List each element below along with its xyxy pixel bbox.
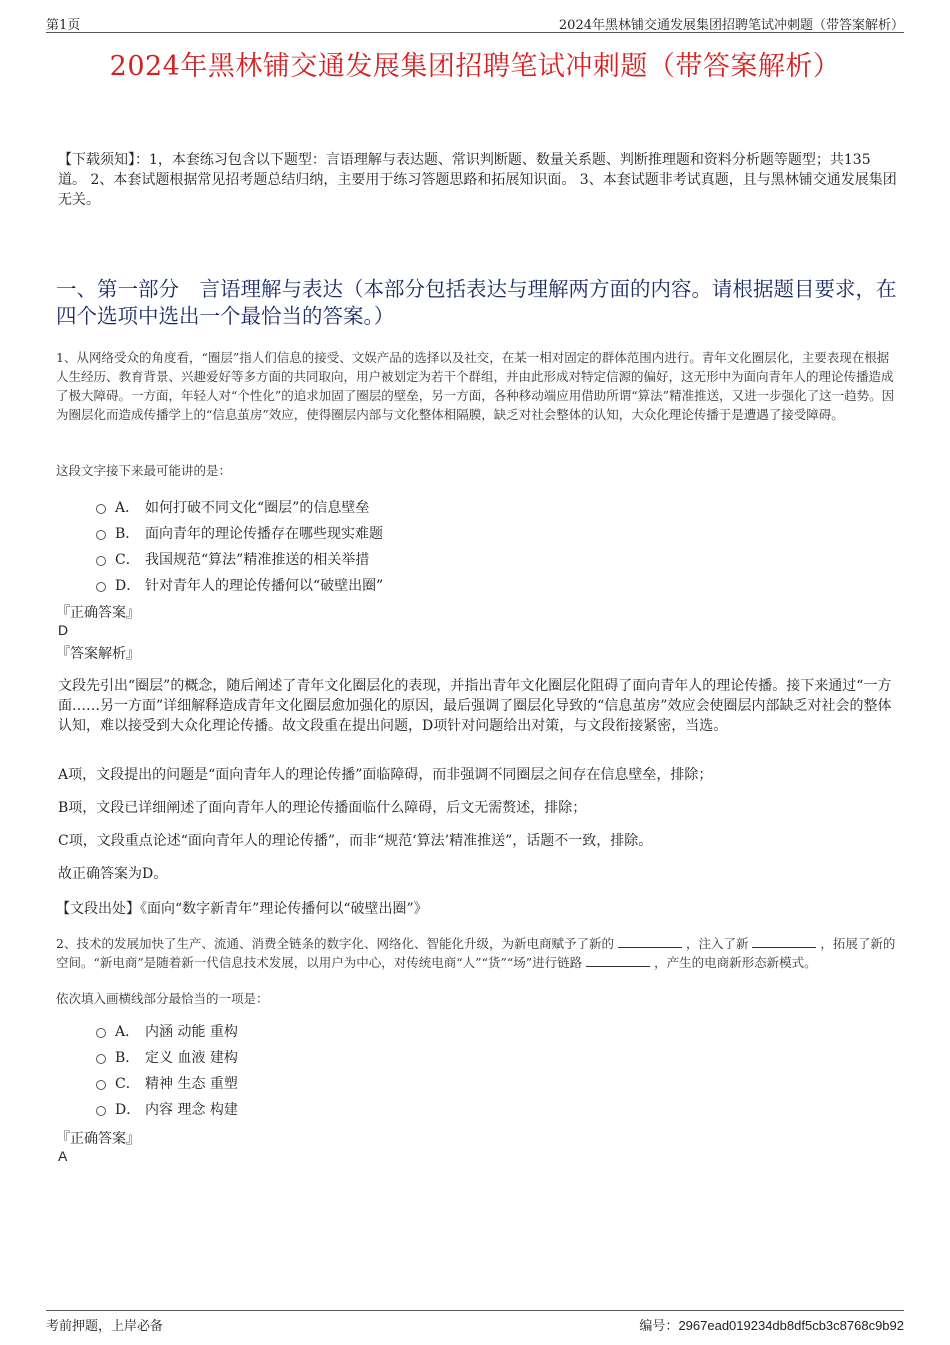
option-letter: D． <box>115 1102 141 1118</box>
question-2-options <box>96 1018 238 1122</box>
document-title: 2024年黑林铺交通发展集团招聘笔试冲刺题（带答案解析） <box>109 51 841 82</box>
question-1-option-a[interactable] <box>96 494 383 520</box>
fill-blank <box>618 935 682 948</box>
option-text: 针对青年人的理论传播何以“破壁出圈” <box>145 578 384 594</box>
option-text: 内涵 动能 重构 <box>145 1024 238 1040</box>
download-notice: 【下载须知】：1，本套练习包含以下题型：言语理解与表达题、常识判断题、数量关系题、判断推理题和资料分析题等题型；共135道。 2、本套试题根据常见招考题总结归纳，主要用于练习答题思路和拓展知识面。 3、本套试题非考试真题，且与黑林铺交通发展集团无关。 <box>58 152 897 208</box>
section-heading: 一、第一部分 言语理解与表达（本部分包括表达与理解两方面的内容。请根据题目要求，在四个选项中选出一个最恰当的答案。） <box>56 277 897 328</box>
option-letter: A． <box>115 500 140 516</box>
option-letter: C． <box>115 552 140 568</box>
question-2-answer-label: 『正确答案』 <box>56 1131 140 1147</box>
question-1-options <box>96 494 383 598</box>
option-text: 如何打破不同文化“圈层”的信息壁垒 <box>145 500 370 516</box>
option-text: 定义 血液 建构 <box>145 1050 238 1066</box>
question-1-answer: D <box>58 622 69 638</box>
page-number: 第1页 <box>46 18 81 33</box>
question-2-option-a[interactable] <box>96 1018 238 1044</box>
question-2-text-part: 2、技术的发展加快了生产、流通、消费全链条的数字化、网络化、智能化升级，为新电商赋予了新的 <box>56 936 614 951</box>
option-letter: C． <box>115 1076 140 1092</box>
option-letter: B． <box>115 1050 140 1066</box>
radio-icon[interactable] <box>96 1106 106 1116</box>
radio-icon[interactable] <box>96 1054 106 1064</box>
footer-slogan: 考前押题，上岸必备 <box>46 1319 164 1334</box>
footer-code <box>639 1315 904 1334</box>
radio-icon[interactable] <box>96 582 106 592</box>
question-1-stem: 这段文字接下来最可能讲的是： <box>56 463 232 478</box>
option-letter: B． <box>115 526 140 542</box>
question-2-text-part: ，拓展了新的空间。“新电商”是随着新一代信息技术发展，以用户为中心，对传统电商“人”“货”“场”进行链路 <box>56 936 896 970</box>
question-2-option-c[interactable] <box>96 1070 238 1096</box>
question-2-text <box>56 934 900 972</box>
radio-icon[interactable] <box>96 530 106 540</box>
question-2-answer: A <box>58 1148 68 1164</box>
question-1-option-d[interactable] <box>96 572 383 598</box>
option-text: 面向青年的理论传播存在哪些现实难题 <box>145 526 383 542</box>
radio-icon[interactable] <box>96 1080 106 1090</box>
question-1-analysis-paragraph: 文段先引出“圈层”的概念，随后阐述了青年文化圈层化的表现，并指出青年文化圈层化阻碍了面向青年人的理论传播。接下来通过“一方面……另一方面”详细解释造成青年文化圈层愈加强化的原因，最后强调了圈层化导致的“信息茧房”效应会使圈层内部缺乏对社会的整体认知，难以接受到大众化理论传播。故文段重在提出问题，D项针对问题给出对策，与文段衔接紧密，当选。 <box>58 678 892 734</box>
question-1-option-b[interactable] <box>96 520 383 546</box>
option-text: 内容 理念 构建 <box>145 1102 238 1118</box>
question-1-analysis-paragraph: C项，文段重点论述“面向青年人的理论传播”，而非“规范‘算法’精准推送”，话题不一致，排除。 <box>58 833 653 849</box>
question-2-option-d[interactable] <box>96 1096 238 1122</box>
question-1-source: 【文段出处】《面向“数字新青年”理论传播何以“破壁出圈”》 <box>56 901 428 917</box>
option-text: 精神 生态 重塑 <box>145 1076 238 1092</box>
question-1-analysis-paragraph: 故正确答案为D。 <box>58 866 168 882</box>
question-1-text: 1、从网络受众的角度看，“圈层”指人们信息的接受、文娱产品的选择以及社交，在某一相对固定的群体范围内进行。青年文化圈层化，主要表现在根据人生经历、教育背景、兴趣爱好等多方面的共同取向，用户被划定为若干个群组，并由此形成对特定信源的偏好，这无形中为面向青年人的理论传播造成了极大障碍。一方面，年轻人对“个性化”的追求加固了圈层的壁垒，另一方面，各种移动端应用借助所谓“算法”精准推送，又进一步强化了这一趋势。因为圈层化而造成传播学上的“信息茧房”效应，使得圈层内部与文化整体相隔膜，缺乏对社会整体的认知，大众化理论传播于是遭遇了接受障碍。 <box>56 350 895 422</box>
radio-icon[interactable] <box>96 504 106 514</box>
question-1-answer-label: 『正确答案』 <box>56 605 140 621</box>
fill-blank <box>752 935 816 948</box>
footer-code-value: 2967ead019234db8df5cb3c8768c9b92 <box>678 1318 904 1333</box>
radio-icon[interactable] <box>96 1028 106 1038</box>
question-2-stem: 依次填入画横线部分最恰当的一项是： <box>56 991 269 1006</box>
question-1-analysis-label: 『答案解析』 <box>56 646 140 662</box>
page-header <box>46 14 904 33</box>
question-1-analysis-paragraph: B项，文段已详细阐述了面向青年人的理论传播面临什么障碍，后文无需赘述，排除； <box>58 800 587 816</box>
page-footer <box>46 1310 904 1334</box>
fill-blank <box>586 954 650 967</box>
radio-icon[interactable] <box>96 556 106 566</box>
option-text: 我国规范“算法”精准推送的相关举措 <box>145 552 370 568</box>
option-letter: A． <box>115 1024 140 1040</box>
footer-code-label: 编号： <box>639 1319 679 1334</box>
question-2-text-part: ，产生的电商新形态新模式。 <box>654 955 817 970</box>
header-doc-title: 2024年黑林铺交通发展集团招聘笔试冲刺题（带答案解析） <box>558 18 904 33</box>
question-1-option-c[interactable] <box>96 546 383 572</box>
question-2-option-b[interactable] <box>96 1044 238 1070</box>
question-1-analysis-paragraph: A项，文段提出的问题是“面向青年人的理论传播”面临障碍，而非强调不同圈层之间存在信息壁垒，排除； <box>58 767 713 783</box>
option-letter: D． <box>115 578 141 594</box>
question-2-text-part: ，注入了新 <box>685 936 749 951</box>
